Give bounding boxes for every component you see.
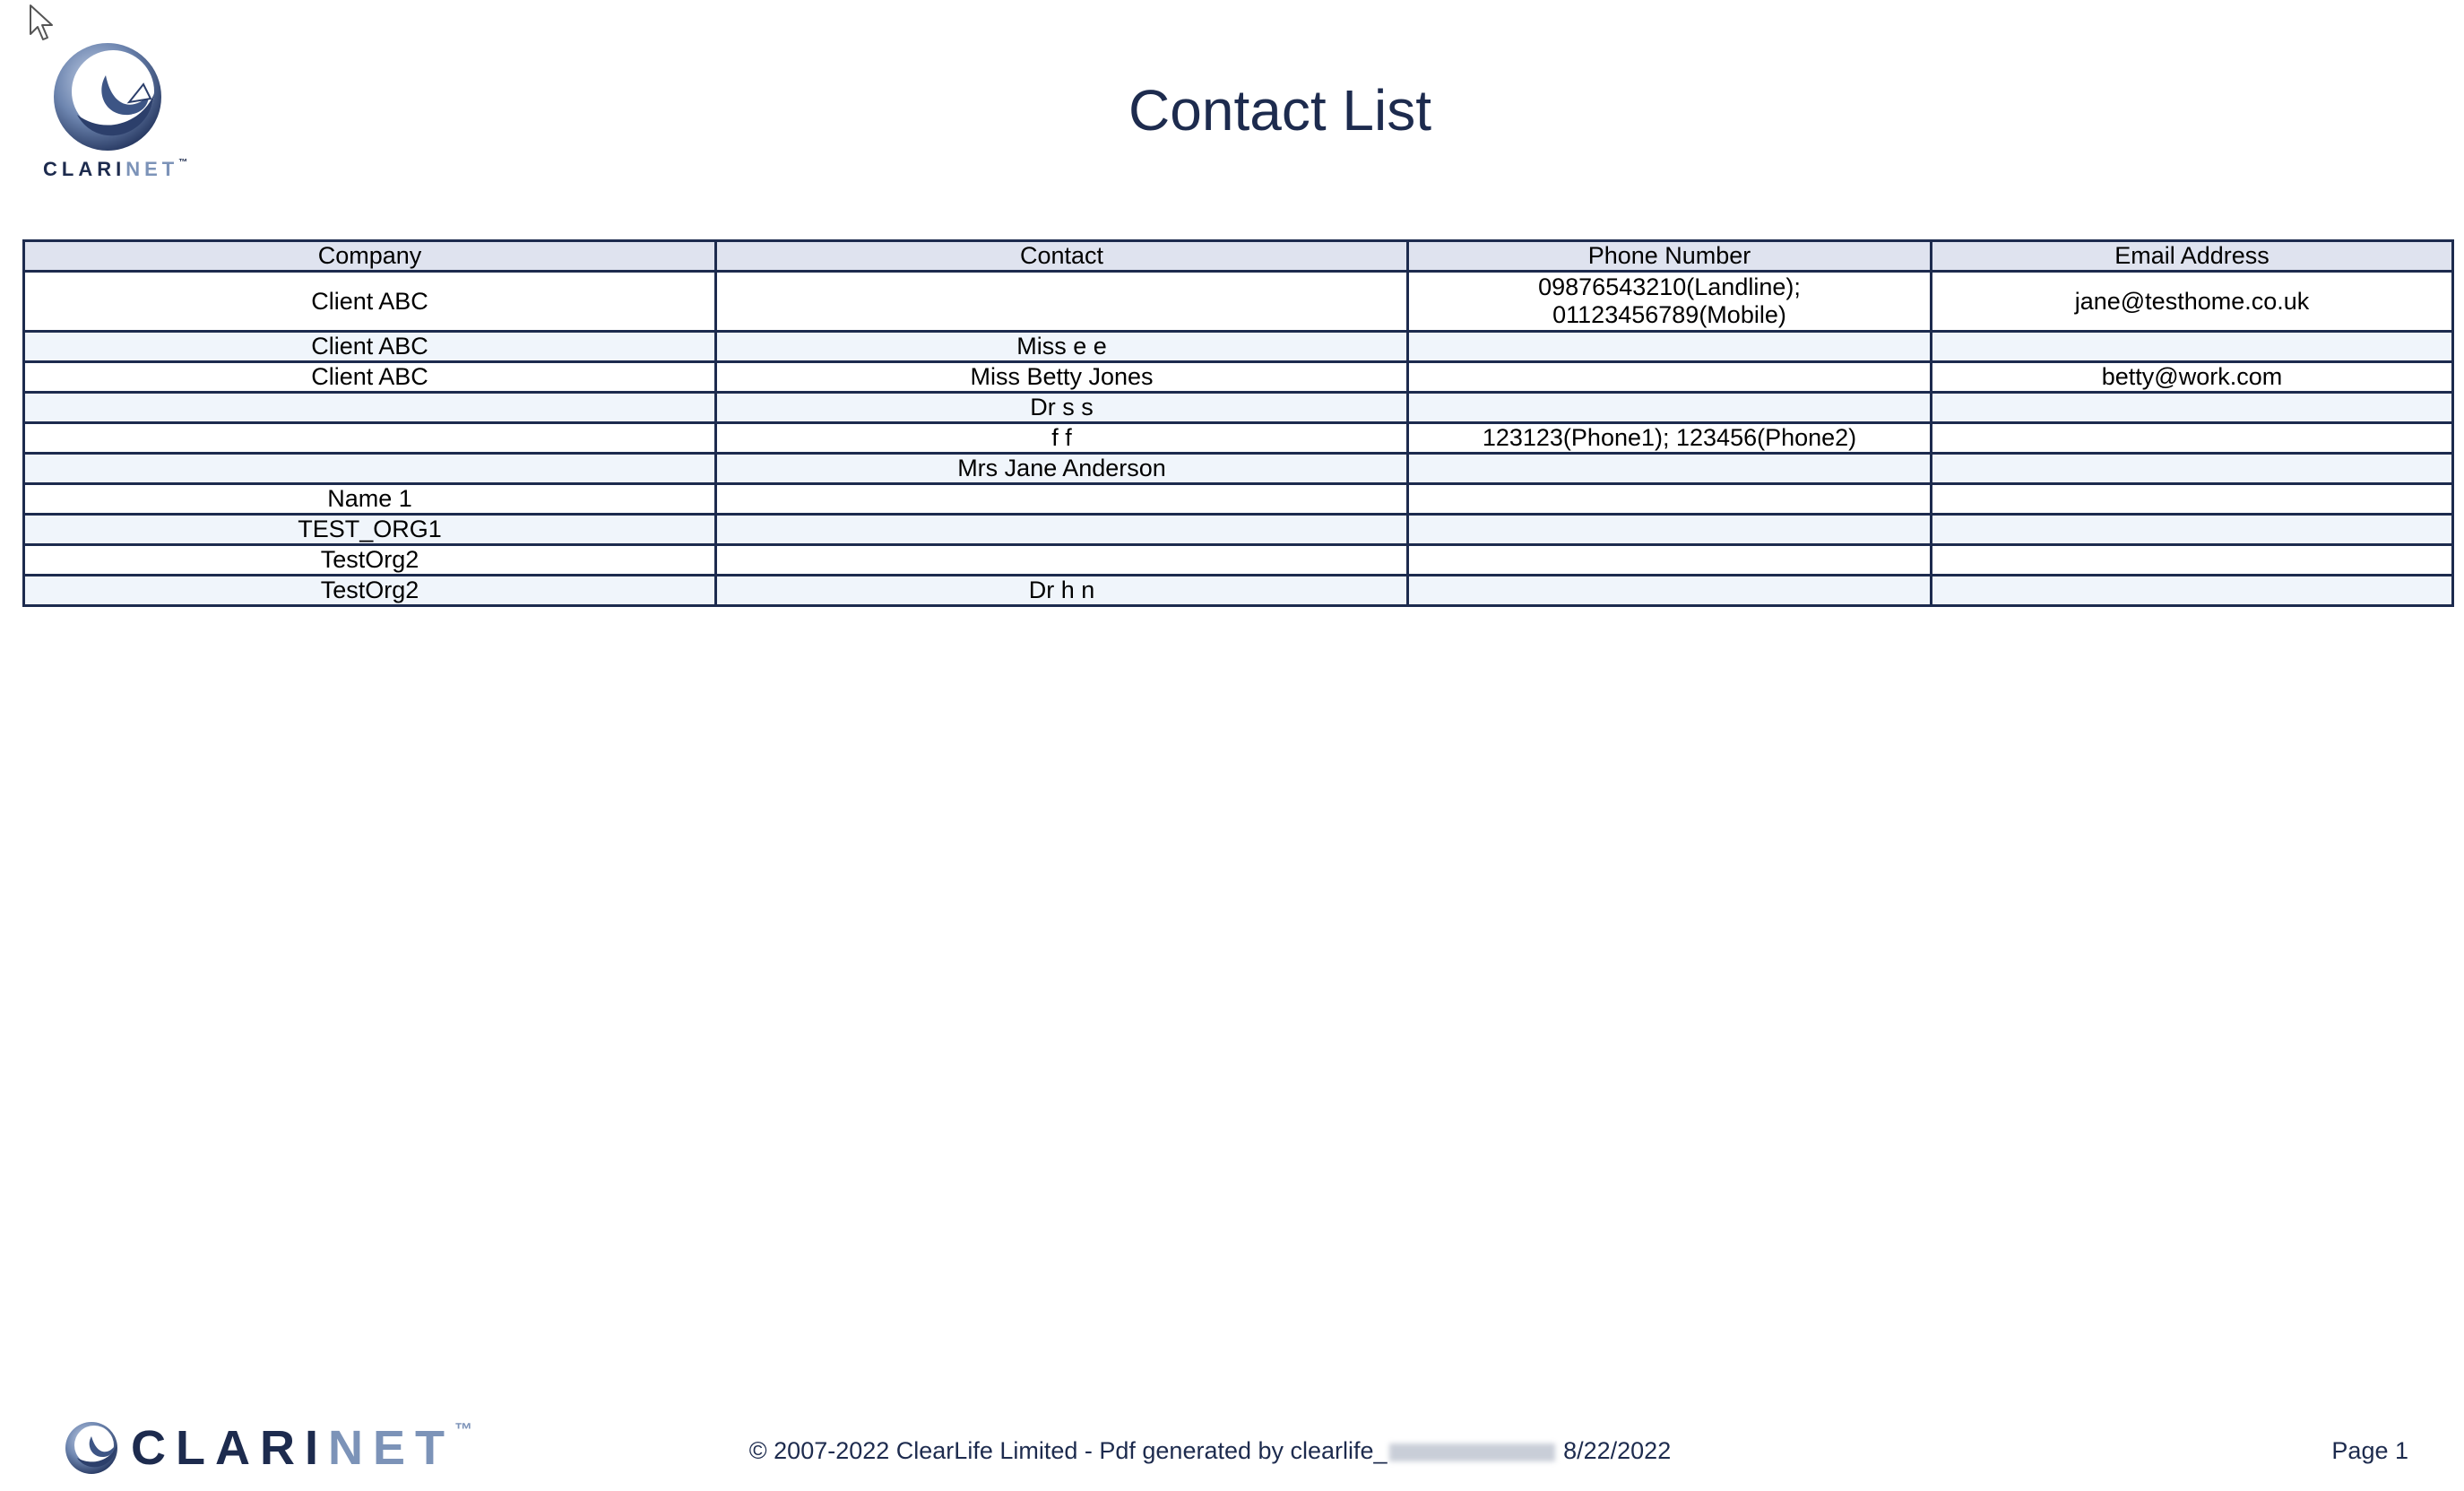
cell-phone [1408,454,1932,484]
cell-phone [1408,332,1932,362]
cell-phone-line: 01123456789(Mobile) [1552,301,1786,328]
cell-contact: Dr s s [716,393,1408,423]
cell-phone-line: 09876543210(Landline); [1538,273,1801,300]
table-row [24,484,2453,515]
column-header-company: Company [24,241,716,272]
table-row [24,272,2453,332]
cell-email [1932,484,2453,515]
page-number: Page 1 [2331,1437,2408,1464]
cell-phone [1408,393,1932,423]
cell-company [24,423,716,454]
cell-phone [1408,545,1932,576]
cell-phone [1408,272,1932,332]
cell-phone: 123123(Phone1); 123456(Phone2) [1408,423,1932,454]
cell-company: TestOrg2 [24,576,716,606]
cell-company [24,454,716,484]
table-header-row [24,241,2453,272]
cell-contact [716,484,1408,515]
cell-company: Name 1 [24,484,716,515]
cell-company: Client ABC [24,332,716,362]
cell-contact [716,545,1408,576]
table-row [24,393,2453,423]
contact-table [22,239,2454,607]
cell-contact: Miss e e [716,332,1408,362]
column-header-contact: Contact [716,241,1408,272]
cell-email [1932,576,2453,606]
cell-email [1932,423,2453,454]
column-header-phone: Phone Number [1408,241,1932,272]
cell-company [24,393,716,423]
cell-email [1932,332,2453,362]
cell-phone [1408,362,1932,393]
logo-wordmark: CLARINET™ [43,158,188,180]
cell-email [1932,393,2453,423]
cell-email: jane@testhome.co.uk [1932,272,2453,332]
cell-company: Client ABC [24,272,716,332]
cell-company: TestOrg2 [24,545,716,576]
cell-phone [1408,515,1932,545]
cell-email: betty@work.com [1932,362,2453,393]
table-row [24,332,2453,362]
footer-logo-wordmark: CLARINET™ [131,1420,472,1475]
page-title: Contact List [1128,78,1431,143]
cell-contact [716,272,1408,332]
column-header-email: Email Address [1932,241,2453,272]
table-row [24,545,2453,576]
cell-contact: Dr h n [716,576,1408,606]
cell-phone [1408,484,1932,515]
cell-contact: f f [716,423,1408,454]
footer-copyright [0,1437,2420,1465]
cell-company: TEST_ORG1 [24,515,716,545]
cell-email [1932,515,2453,545]
cell-contact: Mrs Jane Anderson [716,454,1408,484]
table-row [24,362,2453,393]
cell-contact: Miss Betty Jones [716,362,1408,393]
redacted-text [1389,1443,1555,1461]
cell-email [1932,545,2453,576]
footer-copyright-prefix: © 2007-2022 ClearLife Limited - Pdf generated by clearlife_ [748,1437,1388,1464]
cell-company: Client ABC [24,362,716,393]
cell-contact [716,515,1408,545]
footer-date: 8/22/2022 [1563,1437,1672,1464]
table-row [24,423,2453,454]
cell-email [1932,454,2453,484]
table-row [24,576,2453,606]
cell-phone [1408,576,1932,606]
table-row [24,454,2453,484]
mouse-cursor-icon [29,4,56,43]
table-row [24,515,2453,545]
